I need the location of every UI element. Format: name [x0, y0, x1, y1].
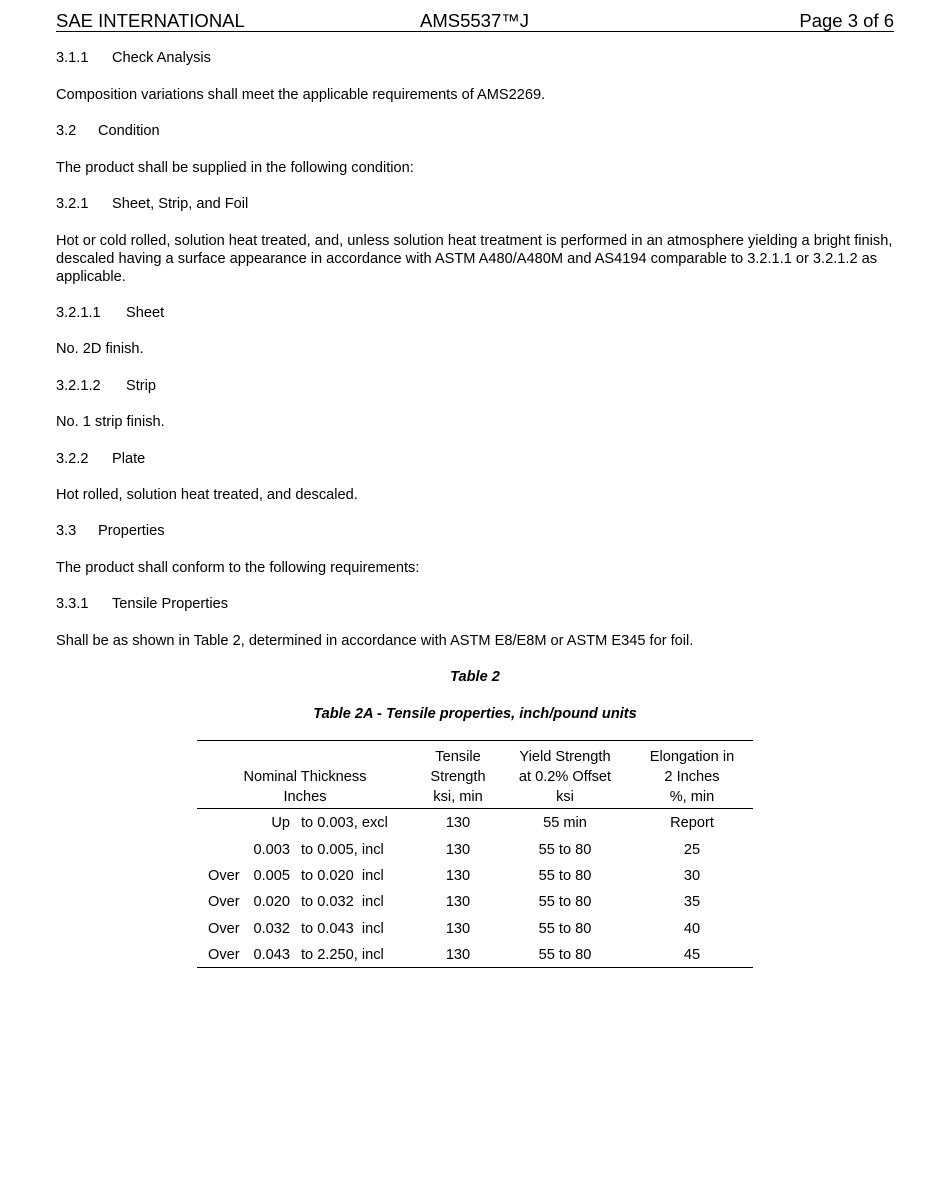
header-tensile-strength [413, 747, 503, 807]
section-heading-3-3-1 [56, 595, 228, 613]
section-text-3-3-1: Shall be as shown in Table 2, determined in accordance with ASTM E8/E8M or ASTM E345 for foil. [56, 633, 694, 649]
row-prefix: Over [208, 947, 240, 963]
header-page-number: Page 3 of 6 [799, 10, 894, 31]
row-prefix: Over [208, 921, 240, 937]
section-number: 3.2.1.2 [56, 378, 101, 394]
row-thickness-to: to 0.020 incl [301, 868, 384, 884]
header-line: Tensile [435, 749, 481, 765]
row-thickness-to: to 0.003, excl [301, 815, 388, 831]
header-elongation [627, 747, 757, 807]
table-header-rule [197, 808, 753, 809]
section-heading-3-2-2 [56, 450, 145, 468]
header-line: ksi [556, 789, 574, 805]
row-yield: 55 min [543, 815, 587, 831]
header-document-number: AMS5537™J [420, 10, 529, 31]
table-top-rule [197, 740, 753, 741]
row-tensile: 130 [445, 947, 471, 963]
section-text-3-3: The product shall conform to the following requirements: [56, 560, 420, 576]
header-line: ksi, min [433, 789, 483, 805]
header-line: Nominal Thickness [243, 769, 367, 785]
row-prefix: Over [208, 894, 240, 910]
header-line: Yield Strength [519, 749, 611, 765]
row-thickness-from: 0.043 [253, 947, 290, 963]
section-text-3-2-1-1: No. 2D finish. [56, 341, 144, 357]
row-tensile: 130 [445, 842, 471, 858]
section-text-3-1-1: Composition variations shall meet the applicable requirements of AMS2269. [56, 87, 546, 103]
row-thickness-from: 0.020 [253, 894, 290, 910]
section-title: Check Analysis [112, 50, 211, 66]
section-heading-3-1-1 [56, 49, 211, 67]
section-number: 3.2.1.1 [56, 305, 101, 321]
row-tensile: 130 [445, 894, 471, 910]
section-number: 3.2 [56, 123, 77, 139]
row-prefix: Over [208, 868, 240, 884]
section-heading-3-2-1-2 [56, 377, 156, 395]
section-text-3-2-1-2: No. 1 strip finish. [56, 414, 165, 430]
section-number: 3.3.1 [56, 596, 89, 612]
section-number: 3.3 [56, 523, 77, 539]
section-title: Sheet, Strip, and Foil [112, 196, 249, 212]
header-line: Strength [430, 769, 486, 785]
section-heading-3-3 [56, 522, 165, 540]
row-elongation: 35 [683, 894, 701, 910]
row-yield: 55 to 80 [538, 947, 592, 963]
row-elongation: 25 [683, 842, 701, 858]
section-number: 3.1.1 [56, 50, 89, 66]
header-line: at 0.2% Offset [518, 769, 612, 785]
row-tensile: 130 [445, 921, 471, 937]
section-title: Strip [126, 378, 157, 394]
row-thickness-from: 0.003 [253, 842, 290, 858]
header-nominal-thickness [197, 767, 413, 807]
header-line: Inches [283, 789, 327, 805]
row-elongation: 30 [683, 868, 701, 884]
header-line: %, min [669, 789, 715, 805]
row-tensile: 130 [445, 868, 471, 884]
table-caption: Table 2 [450, 669, 500, 685]
row-yield: 55 to 80 [538, 842, 592, 858]
header-organization: SAE INTERNATIONAL [56, 10, 245, 31]
section-text-3-2-2: Hot rolled, solution heat treated, and descaled. [56, 487, 358, 503]
row-thickness-from: 0.032 [253, 921, 290, 937]
row-thickness-to: to 0.032 incl [301, 894, 384, 910]
header-line: 2 Inches [664, 769, 720, 785]
row-yield: 55 to 80 [538, 894, 592, 910]
row-elongation: 45 [683, 947, 701, 963]
row-yield: 55 to 80 [538, 921, 592, 937]
section-title: Plate [112, 451, 146, 467]
row-elongation: Report [670, 815, 714, 831]
section-heading-3-2 [56, 122, 160, 140]
header-yield-strength [503, 747, 627, 807]
section-heading-3-2-1-1 [56, 304, 164, 322]
section-text-3-2-1: Hot or cold rolled, solution heat treated, and, unless solution heat treatment is performed in an atmosphere yielding a bright finish, descaled having a surface appearance in accordance with ASTM A480/A480M and AS4194 comparable to 3.2.1.1 or 3.2.1.2 as applicable. [56, 233, 893, 285]
row-thickness-to: to 2.250, incl [301, 947, 384, 963]
row-thickness-from: 0.005 [253, 868, 290, 884]
header-line: Elongation in [649, 749, 735, 765]
section-title: Sheet [126, 305, 165, 321]
table-subcaption: Table 2A - Tensile properties, inch/pound units [313, 706, 637, 722]
row-tensile: 130 [445, 815, 471, 831]
section-number: 3.2.1 [56, 196, 89, 212]
row-yield: 55 to 80 [538, 868, 592, 884]
section-heading-3-2-1 [56, 195, 248, 213]
section-number: 3.2.2 [56, 451, 89, 467]
row-thickness-to: to 0.043 incl [301, 921, 384, 937]
section-title: Condition [98, 123, 160, 139]
section-title: Properties [98, 523, 165, 539]
section-title: Tensile Properties [112, 596, 228, 612]
row-thickness-from: Up [271, 815, 290, 831]
table-bottom-rule [197, 967, 753, 968]
row-elongation: 40 [683, 921, 701, 937]
row-thickness-to: to 0.005, incl [301, 842, 384, 858]
section-text-3-2: The product shall be supplied in the following condition: [56, 160, 414, 176]
page-header [56, 10, 894, 32]
